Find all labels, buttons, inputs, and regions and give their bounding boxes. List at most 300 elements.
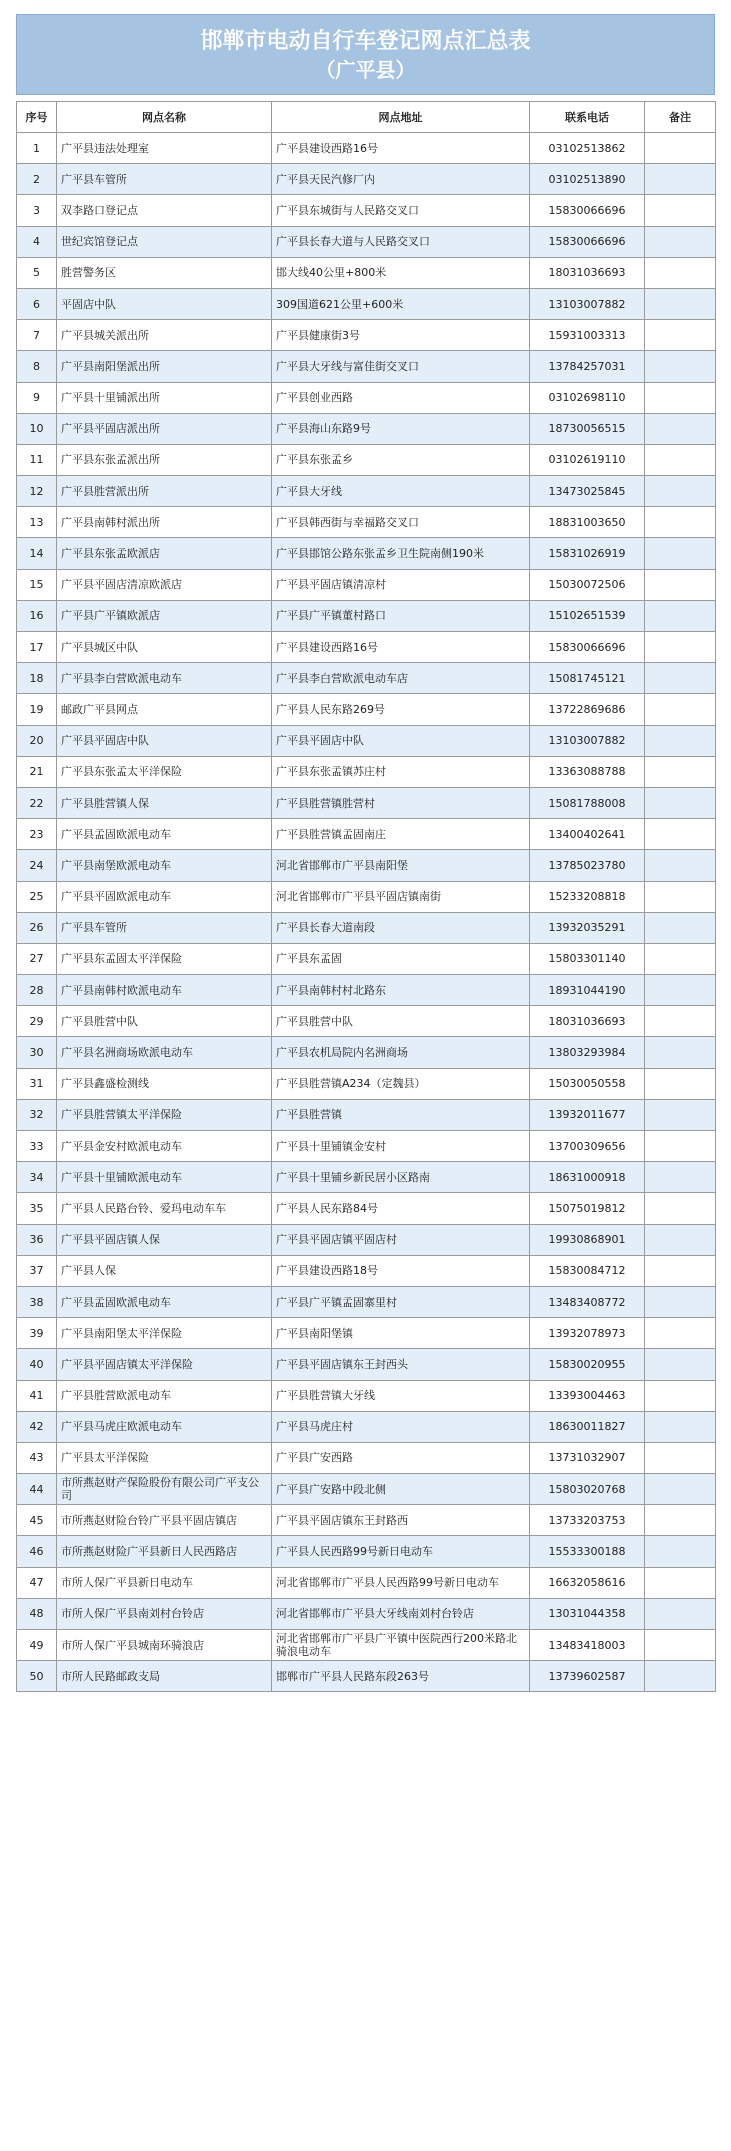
cell-no: 7 — [17, 320, 57, 351]
cell-no: 4 — [17, 226, 57, 257]
cell-name: 市所燕赵财险台铃广平县平固店镇店 — [57, 1505, 272, 1536]
cell-address: 广平县韩西街与幸福路交叉口 — [272, 507, 530, 538]
cell-note — [645, 881, 716, 912]
table-row — [17, 1505, 716, 1536]
cell-name: 广平县平固店清凉欧派店 — [57, 569, 272, 600]
table-row — [17, 1224, 716, 1255]
cell-name: 广平县东张孟太平洋保险 — [57, 756, 272, 787]
cell-name: 广平县南韩村派出所 — [57, 507, 272, 538]
cell-note — [645, 288, 716, 319]
cell-no: 26 — [17, 912, 57, 943]
table-row — [17, 382, 716, 413]
cell-no: 5 — [17, 257, 57, 288]
cell-no: 44 — [17, 1474, 57, 1505]
cell-address: 广平县建设西路18号 — [272, 1255, 530, 1286]
cell-name: 广平县胜营派出所 — [57, 476, 272, 507]
cell-address: 广平县大牙线与富佳街交叉口 — [272, 351, 530, 382]
cell-note — [645, 351, 716, 382]
cell-phone: 15030072506 — [530, 569, 645, 600]
header-row — [17, 102, 716, 133]
cell-name: 广平县名洲商场欧派电动车 — [57, 1037, 272, 1068]
cell-note — [645, 1318, 716, 1349]
cell-phone: 13393004463 — [530, 1380, 645, 1411]
cell-note — [645, 1349, 716, 1380]
cell-note — [645, 819, 716, 850]
cell-note — [645, 257, 716, 288]
cell-address: 广平县长春大道与人民路交叉口 — [272, 226, 530, 257]
cell-no: 23 — [17, 819, 57, 850]
cell-name: 广平县胜营中队 — [57, 1006, 272, 1037]
table-row — [17, 850, 716, 881]
cell-phone: 13473025845 — [530, 476, 645, 507]
cell-name: 市所人民路邮政支局 — [57, 1661, 272, 1692]
cell-no: 21 — [17, 756, 57, 787]
cell-phone: 15075019812 — [530, 1193, 645, 1224]
cell-note — [645, 1162, 716, 1193]
cell-phone: 15830084712 — [530, 1255, 645, 1286]
cell-name: 广平县人民路台铃、爱玛电动车车 — [57, 1193, 272, 1224]
title-line-1: 邯郸市电动自行车登记网点汇总表 — [200, 27, 531, 54]
cell-phone: 15533300188 — [530, 1536, 645, 1567]
cell-note — [645, 413, 716, 444]
cell-no: 17 — [17, 632, 57, 663]
cell-note — [645, 1286, 716, 1317]
cell-no: 28 — [17, 975, 57, 1006]
table-row — [17, 787, 716, 818]
cell-address: 广平县东城街与人民路交叉口 — [272, 195, 530, 226]
table-row — [17, 1474, 716, 1505]
header-address: 网点地址 — [272, 102, 530, 133]
cell-name: 广平县车管所 — [57, 164, 272, 195]
table-row — [17, 1661, 716, 1692]
cell-phone: 18031036693 — [530, 257, 645, 288]
cell-address: 广平县东孟固 — [272, 943, 530, 974]
cell-address: 河北省邯郸市广平县人民西路99号新日电动车 — [272, 1567, 530, 1598]
cell-note — [645, 1598, 716, 1629]
table-row — [17, 1442, 716, 1473]
cell-name: 广平县胜营镇太平洋保险 — [57, 1099, 272, 1130]
cell-name: 广平县广平镇欧派店 — [57, 600, 272, 631]
cell-note — [645, 1131, 716, 1162]
cell-no: 6 — [17, 288, 57, 319]
cell-note — [645, 444, 716, 475]
cell-note — [645, 912, 716, 943]
cell-address: 邯大线40公里+800米 — [272, 257, 530, 288]
cell-name: 广平县东张孟欧派店 — [57, 538, 272, 569]
registration-sheet — [16, 14, 715, 1692]
cell-phone: 15102651539 — [530, 600, 645, 631]
cell-address: 河北省邯郸市广平县南阳堡 — [272, 850, 530, 881]
cell-name: 广平县城关派出所 — [57, 320, 272, 351]
cell-phone: 03102513862 — [530, 133, 645, 164]
cell-address: 广平县十里铺乡新民居小区路南 — [272, 1162, 530, 1193]
table-row — [17, 694, 716, 725]
cell-no: 43 — [17, 1442, 57, 1473]
cell-no: 36 — [17, 1224, 57, 1255]
cell-phone: 15081788008 — [530, 787, 645, 818]
header-phone: 联系电话 — [530, 102, 645, 133]
cell-no: 3 — [17, 195, 57, 226]
cell-no: 15 — [17, 569, 57, 600]
table-row — [17, 1380, 716, 1411]
cell-name: 广平县南堡欧派电动车 — [57, 850, 272, 881]
cell-name: 广平县李白营欧派电动车 — [57, 663, 272, 694]
cell-note — [645, 1567, 716, 1598]
cell-phone: 13733203753 — [530, 1505, 645, 1536]
cell-address: 广平县人民西路99号新日电动车 — [272, 1536, 530, 1567]
cell-no: 46 — [17, 1536, 57, 1567]
cell-phone: 13803293984 — [530, 1037, 645, 1068]
cell-address: 广平县天民汽修厂内 — [272, 164, 530, 195]
cell-note — [645, 1442, 716, 1473]
cell-address: 广平县东张孟乡 — [272, 444, 530, 475]
cell-address: 广平县人民东路269号 — [272, 694, 530, 725]
cell-note — [645, 975, 716, 1006]
cell-note — [645, 320, 716, 351]
cell-address: 广平县大牙线 — [272, 476, 530, 507]
table-row — [17, 226, 716, 257]
cell-note — [645, 164, 716, 195]
cell-phone: 13103007882 — [530, 725, 645, 756]
cell-address: 广平县胜营镇大牙线 — [272, 1380, 530, 1411]
cell-phone: 16632058616 — [530, 1567, 645, 1598]
cell-no: 24 — [17, 850, 57, 881]
cell-note — [645, 1411, 716, 1442]
header-note: 备注 — [645, 102, 716, 133]
cell-phone: 03102513890 — [530, 164, 645, 195]
cell-no: 25 — [17, 881, 57, 912]
table-row — [17, 1162, 716, 1193]
cell-no: 9 — [17, 382, 57, 413]
cell-address: 广平县广平镇董村路口 — [272, 600, 530, 631]
cell-phone: 19930868901 — [530, 1224, 645, 1255]
cell-no: 37 — [17, 1255, 57, 1286]
table-row — [17, 133, 716, 164]
cell-note — [645, 694, 716, 725]
cell-phone: 15831026919 — [530, 538, 645, 569]
table-row — [17, 569, 716, 600]
table-row — [17, 1131, 716, 1162]
cell-address: 广平县平固店镇东王封西头 — [272, 1349, 530, 1380]
cell-name: 广平县胜营欧派电动车 — [57, 1380, 272, 1411]
table-row — [17, 632, 716, 663]
table-row — [17, 507, 716, 538]
cell-phone: 13103007882 — [530, 288, 645, 319]
cell-no: 50 — [17, 1661, 57, 1692]
cell-name: 市所人保广平县南刘村台铃店 — [57, 1598, 272, 1629]
cell-no: 35 — [17, 1193, 57, 1224]
cell-no: 32 — [17, 1099, 57, 1130]
cell-note — [645, 507, 716, 538]
cell-name: 广平县鑫盛检测线 — [57, 1068, 272, 1099]
cell-name: 广平县平固店中队 — [57, 725, 272, 756]
cell-phone: 18031036693 — [530, 1006, 645, 1037]
cell-no: 42 — [17, 1411, 57, 1442]
cell-phone: 13700309656 — [530, 1131, 645, 1162]
cell-name: 市所人保广平县城南环骑浪店 — [57, 1630, 272, 1661]
cell-phone: 13731032907 — [530, 1442, 645, 1473]
table-row — [17, 1193, 716, 1224]
cell-no: 19 — [17, 694, 57, 725]
cell-note — [645, 1068, 716, 1099]
table-row — [17, 1411, 716, 1442]
outlets-table — [16, 101, 716, 1692]
table-row — [17, 975, 716, 1006]
cell-name: 广平县城区中队 — [57, 632, 272, 663]
table-row — [17, 1255, 716, 1286]
cell-address: 广平县南韩村村北路东 — [272, 975, 530, 1006]
cell-phone: 13722869686 — [530, 694, 645, 725]
cell-phone: 15081745121 — [530, 663, 645, 694]
cell-note — [645, 382, 716, 413]
cell-phone: 15030050558 — [530, 1068, 645, 1099]
cell-phone: 13483408772 — [530, 1286, 645, 1317]
cell-no: 12 — [17, 476, 57, 507]
cell-no: 18 — [17, 663, 57, 694]
cell-name: 广平县车管所 — [57, 912, 272, 943]
cell-address: 广平县广安路中段北侧 — [272, 1474, 530, 1505]
cell-address: 广平县胜营镇孟固南庄 — [272, 819, 530, 850]
cell-name: 广平县东孟固太平洋保险 — [57, 943, 272, 974]
title-line-2: （广平县） — [315, 57, 416, 82]
cell-no: 13 — [17, 507, 57, 538]
cell-no: 30 — [17, 1037, 57, 1068]
cell-note — [645, 1474, 716, 1505]
cell-name: 广平县南阳堡太平洋保险 — [57, 1318, 272, 1349]
cell-name: 广平县平固欧派电动车 — [57, 881, 272, 912]
cell-phone: 15830066696 — [530, 226, 645, 257]
cell-no: 33 — [17, 1131, 57, 1162]
cell-address: 广平县胜营镇胜营村 — [272, 787, 530, 818]
table-row — [17, 600, 716, 631]
cell-no: 45 — [17, 1505, 57, 1536]
cell-no: 38 — [17, 1286, 57, 1317]
cell-note — [645, 756, 716, 787]
cell-name: 广平县胜营镇人保 — [57, 787, 272, 818]
table-row — [17, 164, 716, 195]
cell-address: 广平县李白营欧派电动车店 — [272, 663, 530, 694]
table-row — [17, 444, 716, 475]
table-row — [17, 257, 716, 288]
cell-no: 31 — [17, 1068, 57, 1099]
cell-no: 29 — [17, 1006, 57, 1037]
cell-no: 39 — [17, 1318, 57, 1349]
cell-address: 广平县平固店镇平固店村 — [272, 1224, 530, 1255]
cell-phone: 13932035291 — [530, 912, 645, 943]
cell-phone: 13932078973 — [530, 1318, 645, 1349]
cell-note — [645, 663, 716, 694]
cell-phone: 18831003650 — [530, 507, 645, 538]
cell-name: 平固店中队 — [57, 288, 272, 319]
cell-address: 广平县建设西路16号 — [272, 632, 530, 663]
cell-note — [645, 133, 716, 164]
cell-address: 广平县平固店镇清凉村 — [272, 569, 530, 600]
cell-no: 40 — [17, 1349, 57, 1380]
cell-phone: 13363088788 — [530, 756, 645, 787]
cell-name: 胜营警务区 — [57, 257, 272, 288]
cell-phone: 18931044190 — [530, 975, 645, 1006]
cell-name: 广平县平固店镇人保 — [57, 1224, 272, 1255]
table-row — [17, 1037, 716, 1068]
cell-note — [645, 1630, 716, 1661]
cell-address: 河北省邯郸市广平县大牙线南刘村台铃店 — [272, 1598, 530, 1629]
cell-phone: 15830066696 — [530, 195, 645, 226]
cell-no: 8 — [17, 351, 57, 382]
cell-name: 广平县十里铺欧派电动车 — [57, 1162, 272, 1193]
cell-address: 河北省邯郸市广平县广平镇中医院西行200米路北骑浪电动车 — [272, 1630, 530, 1661]
cell-address: 广平县邯馆公路东张孟乡卫生院南侧190米 — [272, 538, 530, 569]
table-row — [17, 476, 716, 507]
cell-name: 世纪宾馆登记点 — [57, 226, 272, 257]
table-row — [17, 1099, 716, 1130]
table-row — [17, 725, 716, 756]
cell-address: 广平县广平镇孟固寨里村 — [272, 1286, 530, 1317]
table-row — [17, 1567, 716, 1598]
cell-phone: 15803020768 — [530, 1474, 645, 1505]
cell-note — [645, 600, 716, 631]
table-row — [17, 1598, 716, 1629]
cell-no: 34 — [17, 1162, 57, 1193]
cell-phone: 13784257031 — [530, 351, 645, 382]
cell-name: 双李路口登记点 — [57, 195, 272, 226]
table-row — [17, 663, 716, 694]
table-row — [17, 195, 716, 226]
cell-note — [645, 1006, 716, 1037]
cell-no: 41 — [17, 1380, 57, 1411]
cell-note — [645, 850, 716, 881]
cell-address: 邯郸市广平县人民路东段263号 — [272, 1661, 530, 1692]
cell-phone: 18631000918 — [530, 1162, 645, 1193]
cell-phone: 03102698110 — [530, 382, 645, 413]
cell-note — [645, 476, 716, 507]
table-row — [17, 756, 716, 787]
cell-no: 11 — [17, 444, 57, 475]
cell-no: 14 — [17, 538, 57, 569]
cell-note — [645, 1193, 716, 1224]
cell-no: 16 — [17, 600, 57, 631]
cell-address: 广平县胜营中队 — [272, 1006, 530, 1037]
cell-note — [645, 195, 716, 226]
table-row — [17, 351, 716, 382]
cell-note — [645, 1661, 716, 1692]
cell-address: 广平县健康街3号 — [272, 320, 530, 351]
cell-address: 广平县南阳堡镇 — [272, 1318, 530, 1349]
table-row — [17, 1630, 716, 1661]
cell-phone: 18730056515 — [530, 413, 645, 444]
cell-phone: 15830020955 — [530, 1349, 645, 1380]
cell-no: 27 — [17, 943, 57, 974]
cell-address: 广平县创业西路 — [272, 382, 530, 413]
cell-note — [645, 1099, 716, 1130]
cell-phone: 13739602587 — [530, 1661, 645, 1692]
table-row — [17, 881, 716, 912]
table-row — [17, 1006, 716, 1037]
cell-name: 广平县马虎庄欧派电动车 — [57, 1411, 272, 1442]
cell-name: 广平县人保 — [57, 1255, 272, 1286]
cell-address: 广平县马虎庄村 — [272, 1411, 530, 1442]
cell-no: 47 — [17, 1567, 57, 1598]
cell-phone: 15803301140 — [530, 943, 645, 974]
cell-phone: 18630011827 — [530, 1411, 645, 1442]
cell-name: 广平县平固店镇太平洋保险 — [57, 1349, 272, 1380]
cell-phone: 13400402641 — [530, 819, 645, 850]
cell-note — [645, 1505, 716, 1536]
cell-name: 广平县南韩村欧派电动车 — [57, 975, 272, 1006]
cell-name: 邮政广平县网点 — [57, 694, 272, 725]
cell-address: 广平县平固店中队 — [272, 725, 530, 756]
cell-address: 广平县十里铺镇金安村 — [272, 1131, 530, 1162]
table-row — [17, 819, 716, 850]
cell-phone: 13785023780 — [530, 850, 645, 881]
table-row — [17, 1318, 716, 1349]
cell-note — [645, 632, 716, 663]
cell-phone: 15830066696 — [530, 632, 645, 663]
cell-no: 48 — [17, 1598, 57, 1629]
table-row — [17, 943, 716, 974]
cell-note — [645, 1224, 716, 1255]
cell-address: 309国道621公里+600米 — [272, 288, 530, 319]
cell-address: 广平县胜营镇 — [272, 1099, 530, 1130]
cell-address: 广平县海山东路9号 — [272, 413, 530, 444]
cell-note — [645, 1255, 716, 1286]
cell-phone: 13932011677 — [530, 1099, 645, 1130]
cell-no: 2 — [17, 164, 57, 195]
cell-name: 广平县十里铺派出所 — [57, 382, 272, 413]
cell-phone: 13483418003 — [530, 1630, 645, 1661]
table-row — [17, 1536, 716, 1567]
cell-no: 20 — [17, 725, 57, 756]
table-row — [17, 413, 716, 444]
cell-no: 22 — [17, 787, 57, 818]
table-row — [17, 288, 716, 319]
cell-name: 广平县金安村欧派电动车 — [57, 1131, 272, 1162]
cell-name: 市所人保广平县新日电动车 — [57, 1567, 272, 1598]
cell-address: 广平县胜营镇A234（定魏县） — [272, 1068, 530, 1099]
cell-name: 市所燕赵财险广平县新日人民西路店 — [57, 1536, 272, 1567]
cell-address: 广平县东张孟镇苏庄村 — [272, 756, 530, 787]
cell-name: 广平县东张孟派出所 — [57, 444, 272, 475]
table-body — [17, 133, 716, 1692]
cell-note — [645, 943, 716, 974]
cell-address: 河北省邯郸市广平县平固店镇南街 — [272, 881, 530, 912]
table-row — [17, 320, 716, 351]
header-name: 网点名称 — [57, 102, 272, 133]
cell-address: 广平县建设西路16号 — [272, 133, 530, 164]
cell-note — [645, 1380, 716, 1411]
cell-name: 广平县孟固欧派电动车 — [57, 1286, 272, 1317]
cell-note — [645, 538, 716, 569]
cell-note — [645, 226, 716, 257]
cell-no: 1 — [17, 133, 57, 164]
cell-phone: 13031044358 — [530, 1598, 645, 1629]
table-row — [17, 1068, 716, 1099]
cell-address: 广平县平固店镇东王封路西 — [272, 1505, 530, 1536]
cell-note — [645, 1037, 716, 1068]
cell-name: 广平县南阳堡派出所 — [57, 351, 272, 382]
cell-name: 市所燕赵财产保险股份有限公司广平支公司 — [57, 1474, 272, 1505]
cell-name: 广平县平固店派出所 — [57, 413, 272, 444]
cell-address: 广平县广安西路 — [272, 1442, 530, 1473]
cell-phone: 03102619110 — [530, 444, 645, 475]
cell-name: 广平县孟固欧派电动车 — [57, 819, 272, 850]
cell-note — [645, 787, 716, 818]
table-row — [17, 538, 716, 569]
cell-note — [645, 569, 716, 600]
table-row — [17, 1286, 716, 1317]
table-row — [17, 912, 716, 943]
cell-address: 广平县农机局院内名洲商场 — [272, 1037, 530, 1068]
cell-note — [645, 1536, 716, 1567]
